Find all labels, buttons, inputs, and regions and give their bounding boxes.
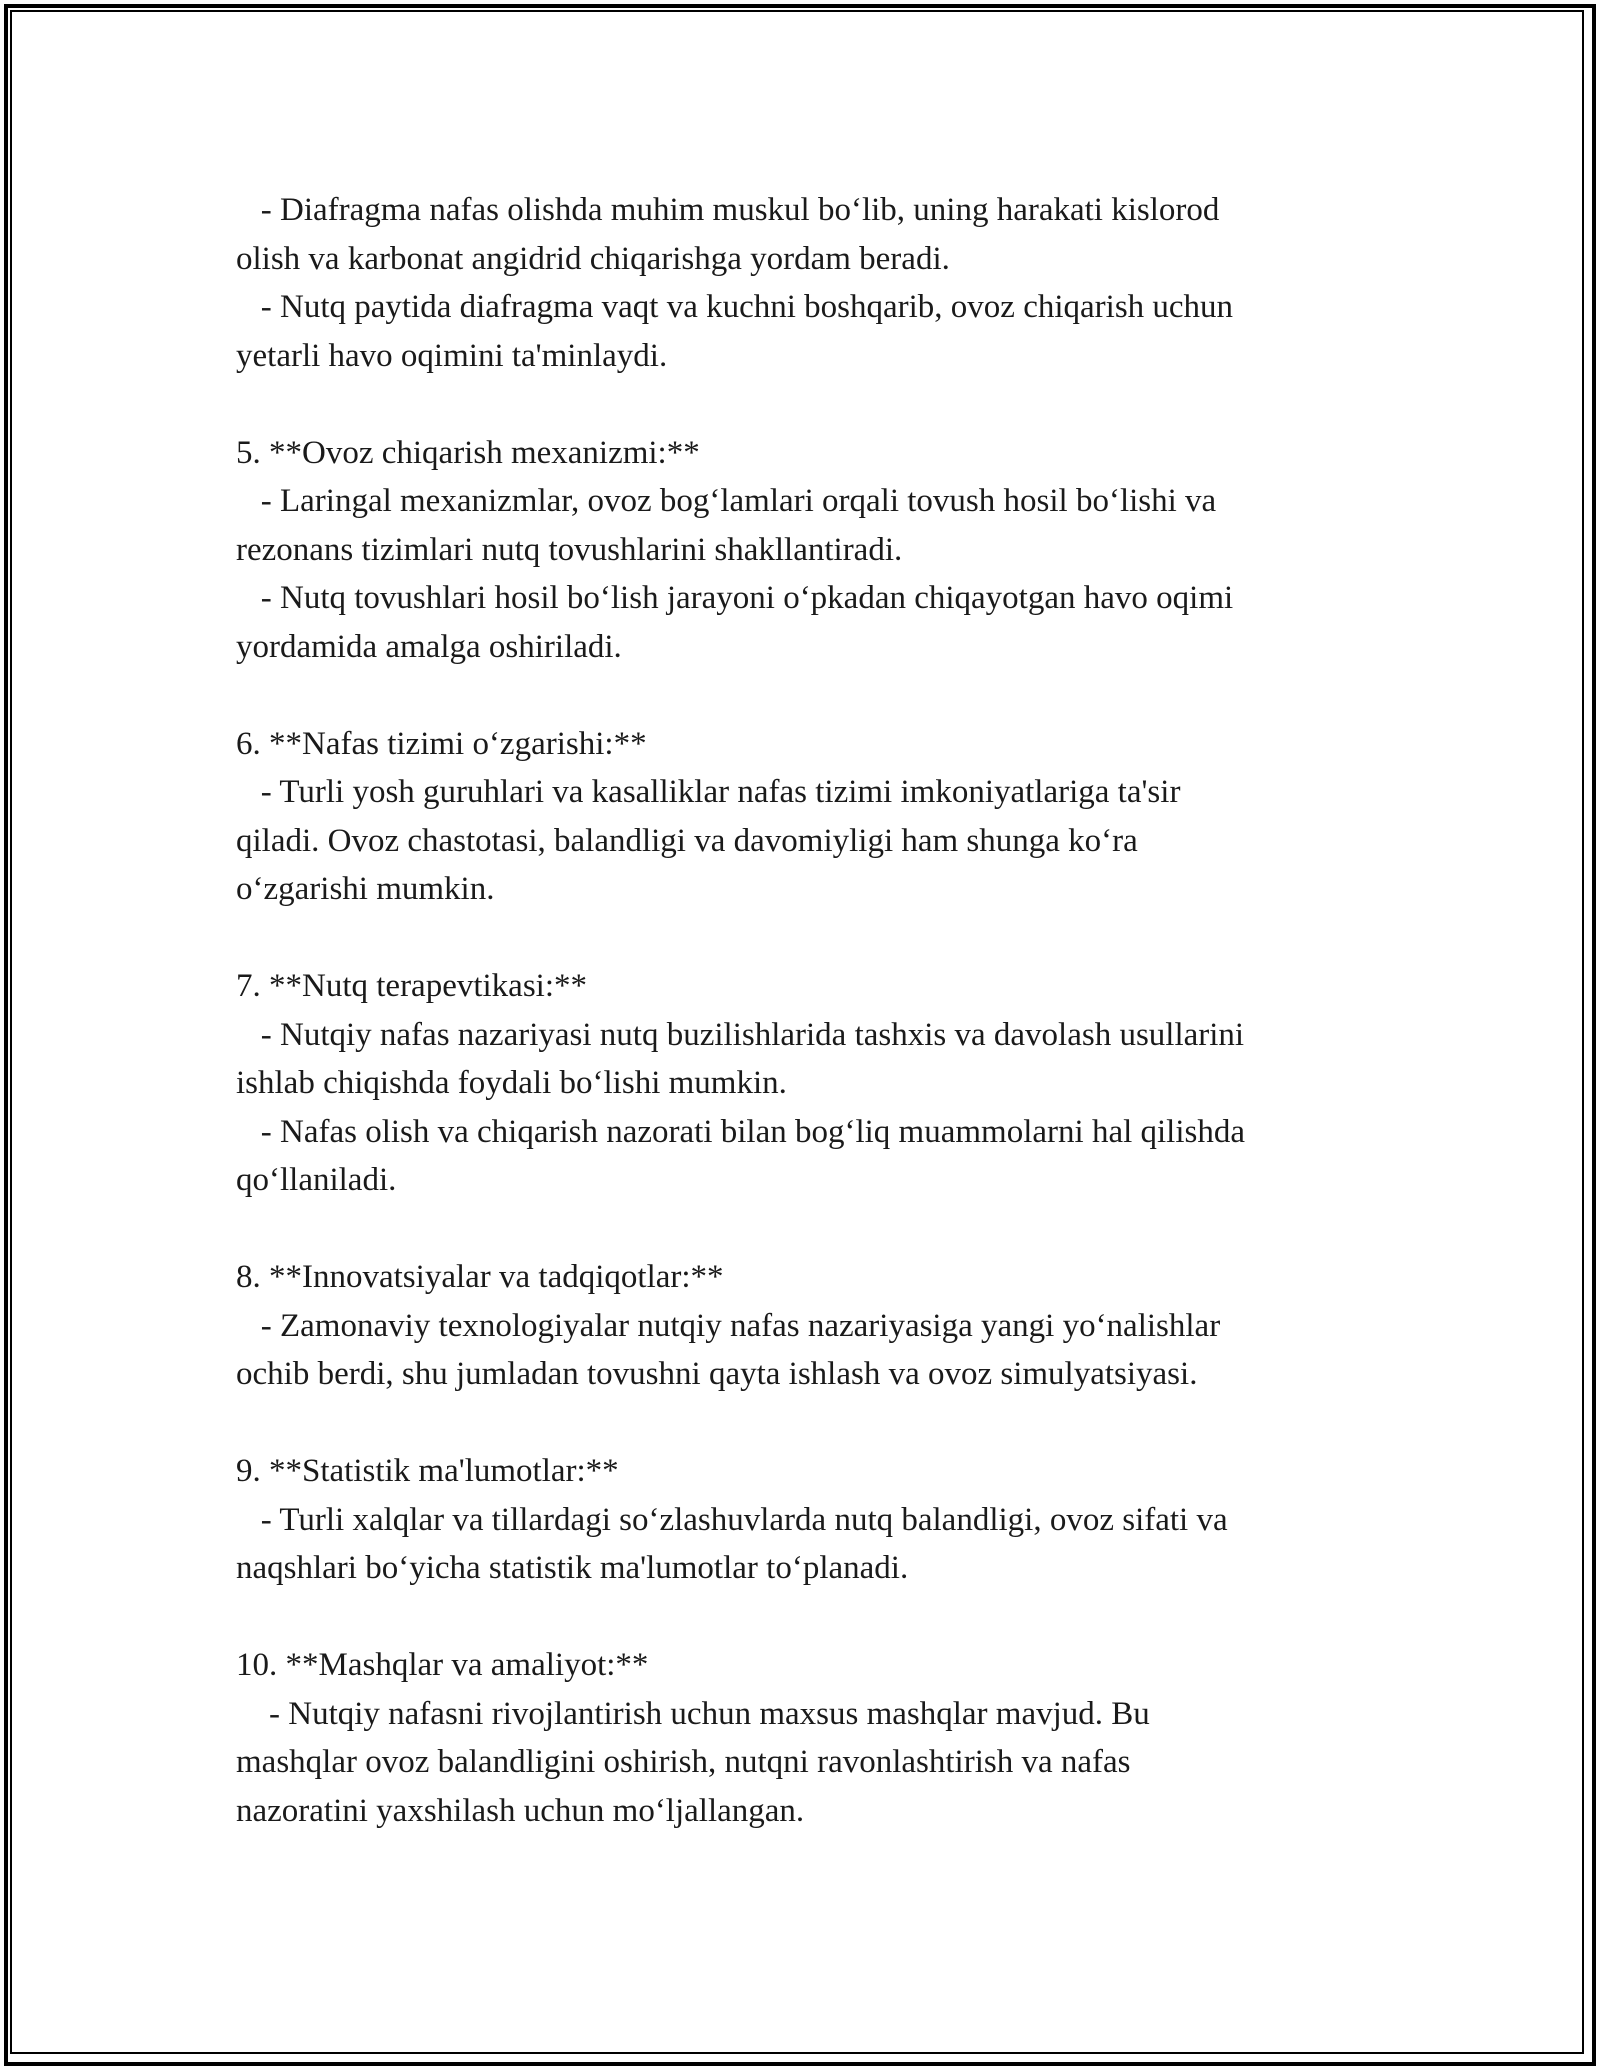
text-line: ochib berdi, shu jumladan tovushni qayta ishlash va ovoz simulyatsiyasi. — [236, 1356, 1198, 1392]
text-line: qo‘llaniladi. — [236, 1162, 397, 1198]
section-8-innovatsiyalar — [236, 1253, 1406, 1399]
text-line: yetarli havo oqimini ta'minlaydi. — [236, 337, 668, 374]
section-5-ovoz-chiqarish — [236, 429, 1406, 672]
section-heading: 7. **Nutq terapevtikasi:** — [236, 968, 588, 1004]
paragraph-diafragma — [236, 186, 1406, 380]
section-heading: 5. **Ovoz chiqarish mexanizmi:** — [236, 434, 700, 471]
paragraph-gap — [236, 380, 1406, 429]
text-line: - Nutqiy nafas nazariyasi nutq buzilishlarida tashxis va davolash usullarini — [236, 1016, 1245, 1053]
section-heading: 9. **Statistik ma'lumotlar:** — [236, 1453, 619, 1489]
text-line: - Turli xalqlar va tillardagi so‘zlashuvlarda nutq balandligi, ovoz sifati va — [236, 1501, 1228, 1538]
text-line: - Diafragma nafas olishda muhim muskul bo‘lib, uning harakati kislorod — [236, 192, 1220, 228]
text-line: - Nutq tovushlari hosil bo‘lish jarayoni o‘pkadan chiqayotgan havo oqimi — [236, 580, 1234, 616]
section-heading: 10. **Mashqlar va amaliyot:** — [236, 1647, 649, 1683]
text-line: mashqlar ovoz balandligini oshirish, nutqni ravonlashtirish va nafas — [236, 1744, 1131, 1780]
section-heading: 8. **Innovatsiyalar va tadqiqotlar:** — [236, 1259, 724, 1295]
text-line: naqshlari bo‘yicha statistik ma'lumotlar to‘planadi. — [236, 1550, 909, 1586]
text-line: - Turli yosh guruhlari va kasalliklar nafas tizimi imkoniyatlariga ta'sir — [236, 774, 1181, 810]
section-6-nafas-tizimi — [236, 720, 1406, 914]
paragraph-gap — [236, 1593, 1406, 1642]
paragraph-gap — [236, 1205, 1406, 1254]
text-line: - Laringal mexanizmlar, ovoz bog‘lamlari orqali tovush hosil bo‘lishi va — [236, 483, 1217, 519]
text-line: nazoratini yaxshilash uchun mo‘ljallangan. — [236, 1792, 805, 1829]
text-line: rezonans tizimlari nutq tovushlarini shakllantiradi. — [236, 531, 903, 568]
text-line: yordamida amalga oshiriladi. — [236, 628, 622, 665]
text-line: - Nutq paytida diafragma vaqt va kuchni boshqarib, ovoz chiqarish uchun — [236, 289, 1234, 325]
paragraph-gap — [236, 671, 1406, 720]
section-10-mashqlar — [236, 1641, 1406, 1835]
section-heading: 6. **Nafas tizimi o‘zgarishi:** — [236, 725, 647, 762]
document-body — [236, 186, 1406, 1835]
paragraph-gap — [236, 1399, 1406, 1448]
section-7-nutq-terapevtikasi — [236, 962, 1406, 1205]
text-line: - Nutqiy nafasni rivojlantirish uchun maxsus mashqlar mavjud. Bu — [236, 1695, 1150, 1732]
text-line: - Nafas olish va chiqarish nazorati bilan bog‘liq muammolarni hal qilishda — [236, 1113, 1245, 1150]
text-line: olish va karbonat angidrid chiqarishga yordam beradi. — [236, 240, 950, 277]
text-line: o‘zgarishi mumkin. — [236, 871, 495, 907]
text-line: ishlab chiqishda foydali bo‘lishi mumkin. — [236, 1065, 787, 1101]
section-9-statistik — [236, 1447, 1406, 1593]
paragraph-gap — [236, 914, 1406, 963]
text-line: - Zamonaviy texnologiyalar nutqiy nafas nazariyasiga yangi yo‘nalishlar — [236, 1307, 1221, 1344]
text-line: qiladi. Ovoz chastotasi, balandligi va davomiyligi ham shunga ko‘ra — [236, 822, 1138, 859]
